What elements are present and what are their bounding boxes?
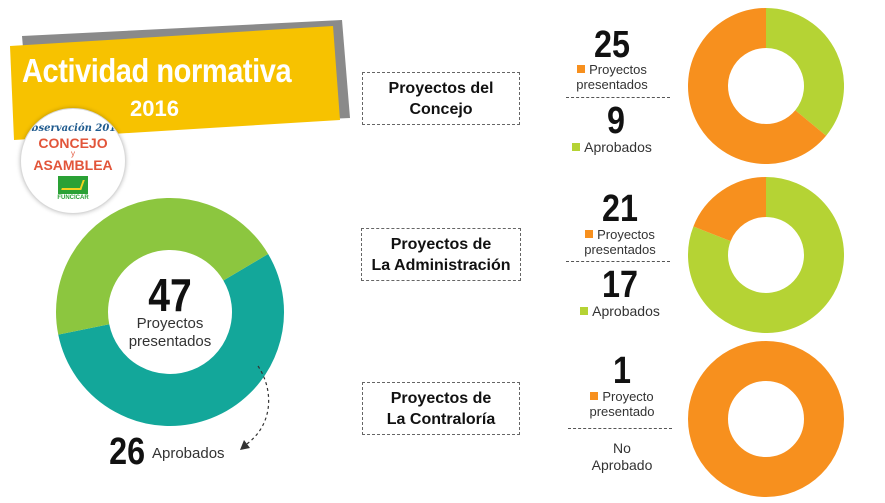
administracion-approved-text: Aprobados: [592, 303, 660, 319]
page-title: Actividad normativa: [22, 52, 292, 89]
approved-legend-swatch: [572, 143, 580, 151]
category-box-contraloria: [362, 382, 520, 435]
concejo-approved-value: 9: [607, 100, 625, 142]
presented-legend-swatch: [577, 65, 585, 73]
contraloria-presented-label-2: presentado: [589, 404, 655, 419]
category-contraloria-line-1: Proyectos de: [390, 389, 492, 407]
concejo-donut-chart: [688, 8, 844, 164]
administracion-approved-label: [564, 303, 676, 319]
concejo-divider: [566, 97, 670, 98]
administracion-presented-text-1: Proyectos: [597, 227, 655, 242]
approved-arrow: [230, 360, 280, 460]
administracion-not-approved-segment: [712, 197, 766, 234]
administracion-presented-label-1: [568, 227, 672, 242]
administracion-divider: [566, 261, 670, 262]
concejo-approved-segment: [766, 28, 824, 123]
contraloria-approved-label-1: No: [613, 440, 631, 456]
administracion-presented-label-2: presentados: [584, 242, 656, 257]
category-box-administracion: [361, 228, 521, 281]
concejo-presented-label-2: presentados: [576, 77, 648, 92]
logo-flag-icon: [58, 176, 88, 194]
logo-line-3: y: [71, 149, 75, 158]
administracion-presented-value: 21: [602, 188, 638, 230]
contraloria-approved-label-2: Aprobado: [591, 457, 653, 473]
page-year: 2016: [130, 96, 179, 121]
category-concejo-line-2: Concejo: [409, 100, 473, 118]
category-concejo-line-1: Proyectos del: [388, 79, 494, 97]
approved-legend-swatch: [580, 307, 588, 315]
concejo-presented-value: 25: [594, 24, 630, 66]
concejo-approved-text: Aprobados: [584, 139, 652, 155]
total-approved-label: Aprobados: [152, 445, 225, 462]
presented-legend-swatch: [590, 392, 598, 400]
presented-legend-swatch: [585, 230, 593, 238]
contraloria-divider: [568, 428, 672, 429]
concejo-presented-label-1: [560, 62, 664, 77]
administracion-approved-value: 17: [602, 264, 638, 306]
concejo-presented-text-1: Proyectos: [589, 62, 647, 77]
contraloria-presented-value: 1: [613, 350, 631, 392]
concejo-approved-label: [556, 139, 668, 155]
logo-line-1: Observación 2016: [22, 123, 124, 134]
total-presented-label-1: Proyectos: [136, 315, 204, 332]
logo-line-5: FUNCICAR: [57, 195, 89, 201]
logo-line-2: CONCEJO: [38, 135, 108, 151]
category-administracion-line-2: La Administración: [371, 256, 511, 274]
administracion-donut-chart: [688, 177, 844, 333]
contraloria-presented-label-1: [570, 389, 674, 404]
logo-line-4: ASAMBLEA: [33, 157, 113, 173]
contraloria-presented-text-1: Proyecto: [602, 389, 654, 404]
total-presented-value: 47: [148, 269, 192, 321]
category-administracion-line-1: Proyectos de: [390, 235, 492, 253]
total-presented-label-2: presentados: [128, 333, 212, 350]
category-contraloria-line-2: La Contraloría: [386, 410, 496, 428]
category-box-concejo: [362, 72, 520, 125]
contraloria-donut-chart: [688, 341, 844, 497]
total-approved-value: 26: [109, 431, 146, 473]
contraloria-not-approved-segment: [708, 361, 824, 477]
